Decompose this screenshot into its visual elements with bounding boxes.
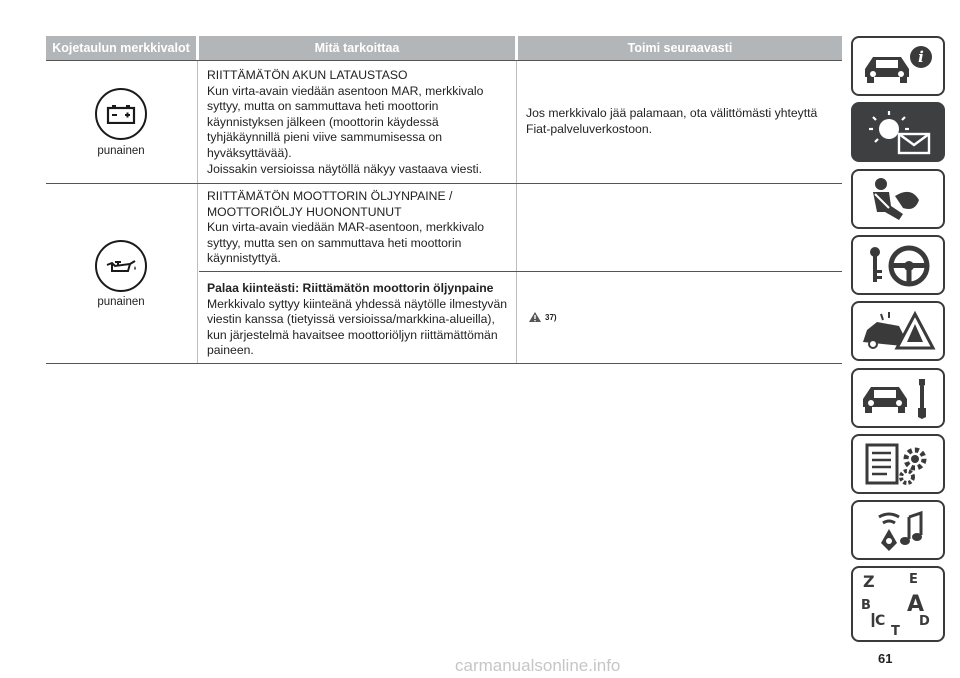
index-letter: D [919,614,930,629]
warning-ref-number: 37) [545,312,557,322]
tab-warning-lights[interactable] [851,102,945,162]
tab-emergency[interactable] [851,301,945,361]
oil-pressure-warning-icon [95,240,147,292]
seat-airbag-icon [859,174,937,224]
page-number: 61 [878,651,893,666]
action-text: Jos merkkivalo jää palamaan, ota välittömästi yhteyttä Fiat-palveluverkostoon. [526,106,818,136]
meaning-text: RIITTÄMÄTÖN AKUN LATAUSTASO Kun virta-avain viedään asentoon MAR, merkkivalo syttyy, mutta on sammuttava heti moottorin käynnistyksen jälkeen (moottorin käydessä tyhjäkäynnillä pieni viive sammumisessa on hyväksyttävää). Joissakin versioissa näytöllä näkyy vastaava viesti. [207,68,484,176]
warning-triangle-icon [528,311,542,323]
table-rule [199,271,842,272]
svg-text:i: i [918,48,924,66]
multimedia-icon [859,505,937,555]
watermark: carmanualsonline.info [455,656,621,675]
index-letter: E [909,572,918,587]
car-info-icon [859,43,937,89]
index-letter: Z [863,572,875,591]
specifications-gear-icon [859,439,937,489]
tab-technical-data[interactable] [851,434,945,494]
car-maintenance-icon [859,373,937,423]
steering-key-icon [859,240,937,290]
sub-meaning-title: Palaa kiinteästi: Riittämätön moottorin öljynpaine [207,281,494,295]
tab-index[interactable] [851,566,945,642]
tab-maintenance[interactable] [851,368,945,428]
tab-safety[interactable] [851,169,945,229]
battery-warning-icon [95,88,147,140]
index-letter: T [891,624,900,639]
index-letter: B [861,598,871,613]
warning-reference [528,311,557,323]
column-header-meaning: Mitä tarkoittaa [199,36,515,60]
index-letter: A [907,592,925,617]
meaning-text: RIITTÄMÄTÖN MOOTTORIN ÖLJYNPAINE / MOOTTORIÖLJY HUONONTUNUT Kun virta-avain viedään MAR-asentoon, merkkivalo syttyy, mutta sen on sammuttava heti moottorin käynnistyttyä. [207,189,485,266]
column-divider [516,60,517,364]
index-letters-icon [857,569,939,639]
car-accident-icon [859,306,937,356]
column-divider [197,60,198,364]
tab-starting-driving[interactable] [851,235,945,295]
index-letter: C [875,613,886,629]
table-rule [46,60,842,61]
indicator-color-label: punainen [97,145,145,157]
table-rule [46,183,842,184]
table-rule [46,363,842,364]
column-header-indicators: Kojetaulun merkkivalot [46,36,196,60]
indicator-color-label: punainen [97,296,145,308]
warning-light-message-icon [859,107,937,157]
column-header-action: Toimi seuraavasti [518,36,842,60]
sub-meaning-text: Palaa kiinteästi: Riittämätön moottorin öljynpaine Merkkivalo syttyy kiinteänä yhdessä näytölle ilmestyvän viestin kanssa (tietyissä versioissa/markkina-alueilla), kun järjestelmä havaitsee moottoriöljyn riittämättömän paineen. [207,281,512,359]
tab-car-info[interactable] [851,36,945,96]
tab-multimedia[interactable] [851,500,945,560]
